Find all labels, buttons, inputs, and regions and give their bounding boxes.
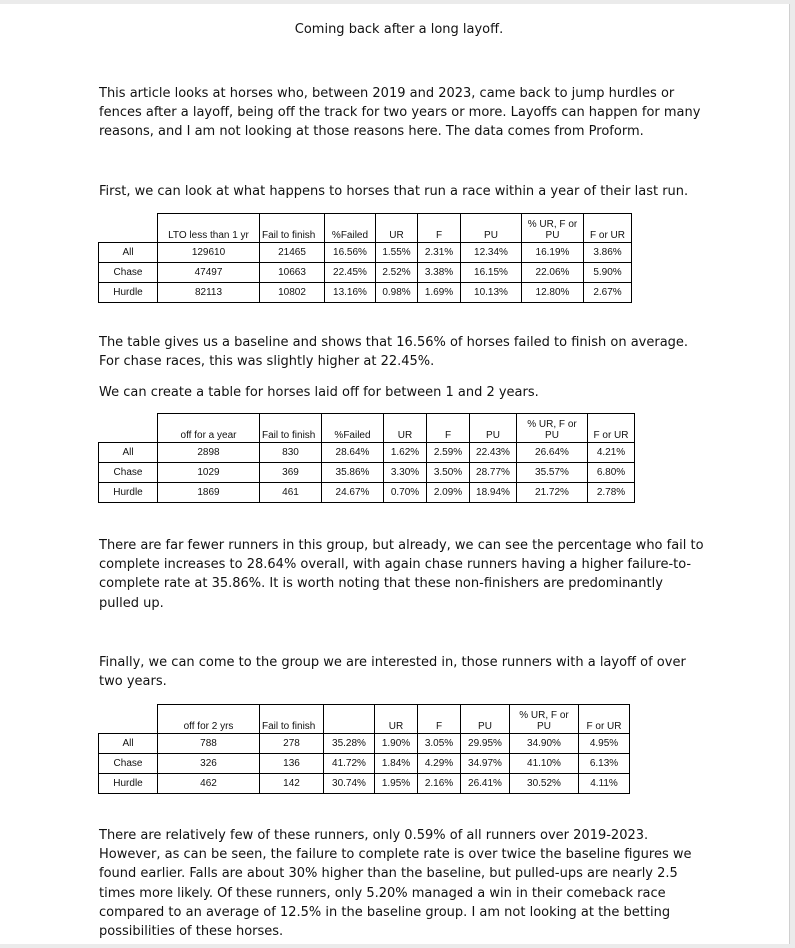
table-cell: 10802 <box>260 283 325 303</box>
header-cell: PU <box>470 414 517 443</box>
header-corner <box>99 414 158 443</box>
table-cell: 12.34% <box>461 243 522 263</box>
table-cell: 4.11% <box>579 774 630 794</box>
table-cell: 22.45% <box>325 263 376 283</box>
table-cell: 6.13% <box>579 754 630 774</box>
table-row <box>99 243 632 263</box>
table-cell: 26.41% <box>461 774 510 794</box>
header-cell: PU <box>461 214 522 243</box>
header-corner <box>99 705 158 734</box>
header-cell: F or UR <box>588 414 635 443</box>
table-cell: 1029 <box>158 463 260 483</box>
table-cell: 462 <box>158 774 260 794</box>
table-cell: 26.64% <box>517 443 588 463</box>
table-lto-less-than-1yr <box>98 213 632 303</box>
row-label: Chase <box>99 463 158 483</box>
header-cell: UR <box>375 705 418 734</box>
table-cell: 1.55% <box>376 243 418 263</box>
table-row <box>99 443 635 463</box>
document-title: Coming back after a long layoff. <box>294 22 504 37</box>
row-label: Chase <box>99 263 158 283</box>
table-cell: 30.74% <box>324 774 375 794</box>
header-cell: % UR, F or PU <box>522 214 584 243</box>
table-header-row <box>99 705 630 734</box>
table-cell: 24.67% <box>322 483 384 503</box>
table-cell: 369 <box>260 463 322 483</box>
table-cell: 2.78% <box>588 483 635 503</box>
table-cell: 3.50% <box>427 463 470 483</box>
header-cell: F <box>418 705 461 734</box>
table-cell: 28.77% <box>470 463 517 483</box>
row-label: Chase <box>99 754 158 774</box>
table-cell: 1.69% <box>418 283 461 303</box>
header-cell: %Failed <box>325 214 376 243</box>
row-label: Hurdle <box>99 774 158 794</box>
table-off-for-2-yrs <box>98 704 630 794</box>
table-cell: 2898 <box>158 443 260 463</box>
table-row <box>99 734 630 754</box>
table-cell: 136 <box>260 754 324 774</box>
table-cell: 3.30% <box>384 463 427 483</box>
section4-paragraph: Finally, we can come to the group we are interested in, those runners with a layoff of over two years. <box>99 655 686 690</box>
table-cell: 82113 <box>158 283 260 303</box>
header-cell <box>324 705 375 734</box>
header-cell: off for a year <box>158 414 260 443</box>
header-cell: % UR, F or PU <box>510 705 579 734</box>
table-cell: 29.95% <box>461 734 510 754</box>
conclusion-paragraph: There are relatively few of these runners, only 0.59% of all runners over 2019-2023. However, as can be seen, the failure to complete rate is over twice the baseline figures we found earlier. Falls are about 30% higher than the baseline, but pulled-ups are nearly 2.5 times more likely. Of these runners, only 5.20% managed a win in their comeback race compared to an average of 12.5% in the baseline group. I am not looking at the betting possibilities of these horses. <box>99 828 692 940</box>
header-cell: F <box>418 214 461 243</box>
table-cell: 1.62% <box>384 443 427 463</box>
table-cell: 16.15% <box>461 263 522 283</box>
table-cell: 10.13% <box>461 283 522 303</box>
table-cell: 461 <box>260 483 322 503</box>
header-cell: % UR, F or PU <box>517 414 588 443</box>
header-cell: UR <box>384 414 427 443</box>
row-label: Hurdle <box>99 483 158 503</box>
table-cell: 3.05% <box>418 734 461 754</box>
table-cell: 10663 <box>260 263 325 283</box>
intro-paragraph: This article looks at horses who, between 2019 and 2023, came back to jump hurdles or fences after a layoff, being off the track for two years or more. Layoffs can happen for many reasons, and I am not looking at those reasons here. The data comes from Proform. <box>99 86 701 140</box>
table-cell: 47497 <box>158 263 260 283</box>
table-cell: 2.31% <box>418 243 461 263</box>
table-cell: 4.29% <box>418 754 461 774</box>
table-cell: 1.90% <box>375 734 418 754</box>
table-cell: 35.28% <box>324 734 375 754</box>
section3-paragraph: There are far fewer runners in this group, but already, we can see the percentage who fail to complete increases to 28.64% overall, with again chase runners having a higher failure-to-complete rate at 35.86%. It is worth noting that these non-finishers are predominantly pulled up. <box>99 538 704 611</box>
row-label: All <box>99 734 158 754</box>
table-cell: 16.19% <box>522 243 584 263</box>
section2-paragraph-2: We can create a table for horses laid off for between 1 and 2 years. <box>99 385 539 400</box>
table-cell: 278 <box>260 734 324 754</box>
table-cell: 30.52% <box>510 774 579 794</box>
table-cell: 4.95% <box>579 734 630 754</box>
table-cell: 16.56% <box>325 243 376 263</box>
table-cell: 1869 <box>158 483 260 503</box>
table-cell: 1.95% <box>375 774 418 794</box>
table-cell: 22.06% <box>522 263 584 283</box>
table-row <box>99 483 635 503</box>
table-cell: 12.80% <box>522 283 584 303</box>
table-row <box>99 754 630 774</box>
row-label: All <box>99 443 158 463</box>
table-cell: 1.84% <box>375 754 418 774</box>
table-cell: 3.86% <box>584 243 632 263</box>
header-cell: off for 2 yrs <box>158 705 260 734</box>
table-cell: 28.64% <box>322 443 384 463</box>
table-cell: 34.97% <box>461 754 510 774</box>
header-cell: F or UR <box>579 705 630 734</box>
table-cell: 0.70% <box>384 483 427 503</box>
table-cell: 35.86% <box>322 463 384 483</box>
table-cell: 18.94% <box>470 483 517 503</box>
table-cell: 3.38% <box>418 263 461 283</box>
table-cell: 22.43% <box>470 443 517 463</box>
table-row <box>99 263 632 283</box>
header-cell: UR <box>376 214 418 243</box>
table-cell: 326 <box>158 754 260 774</box>
table-cell: 2.59% <box>427 443 470 463</box>
header-cell: LTO less than 1 yr <box>158 214 260 243</box>
header-corner <box>99 214 158 243</box>
header-cell: F or UR <box>584 214 632 243</box>
table-cell: 2.52% <box>376 263 418 283</box>
table-cell: 21465 <box>260 243 325 263</box>
table-cell: 35.57% <box>517 463 588 483</box>
table-cell: 34.90% <box>510 734 579 754</box>
table-off-for-a-year <box>98 413 635 503</box>
table-cell: 2.16% <box>418 774 461 794</box>
table-cell: 41.72% <box>324 754 375 774</box>
section1-paragraph: First, we can look at what happens to horses that run a race within a year of their last run. <box>99 184 689 199</box>
table-row <box>99 774 630 794</box>
header-cell: F <box>427 414 470 443</box>
table-cell: 6.80% <box>588 463 635 483</box>
table-cell: 0.98% <box>376 283 418 303</box>
table-row <box>99 463 635 483</box>
table-row <box>99 283 632 303</box>
table-cell: 4.21% <box>588 443 635 463</box>
table-cell: 129610 <box>158 243 260 263</box>
table-cell: 41.10% <box>510 754 579 774</box>
table-header-row <box>99 214 632 243</box>
table-header-row <box>99 414 635 443</box>
row-label: All <box>99 243 158 263</box>
header-cell: Fail to finish <box>260 214 325 243</box>
header-cell: Fail to finish <box>260 705 324 734</box>
row-label: Hurdle <box>99 283 158 303</box>
section2-paragraph-1: The table gives us a baseline and shows that 16.56% of horses failed to finish on average. For chase races, this was slightly higher at 22.45%. <box>99 335 689 370</box>
table-cell: 21.72% <box>517 483 588 503</box>
table-cell: 830 <box>260 443 322 463</box>
table-cell: 2.67% <box>584 283 632 303</box>
header-cell: %Failed <box>322 414 384 443</box>
table-cell: 5.90% <box>584 263 632 283</box>
header-cell: Fail to finish <box>260 414 322 443</box>
table-cell: 142 <box>260 774 324 794</box>
table-cell: 2.09% <box>427 483 470 503</box>
header-cell: PU <box>461 705 510 734</box>
table-cell: 13.16% <box>325 283 376 303</box>
table-cell: 788 <box>158 734 260 754</box>
